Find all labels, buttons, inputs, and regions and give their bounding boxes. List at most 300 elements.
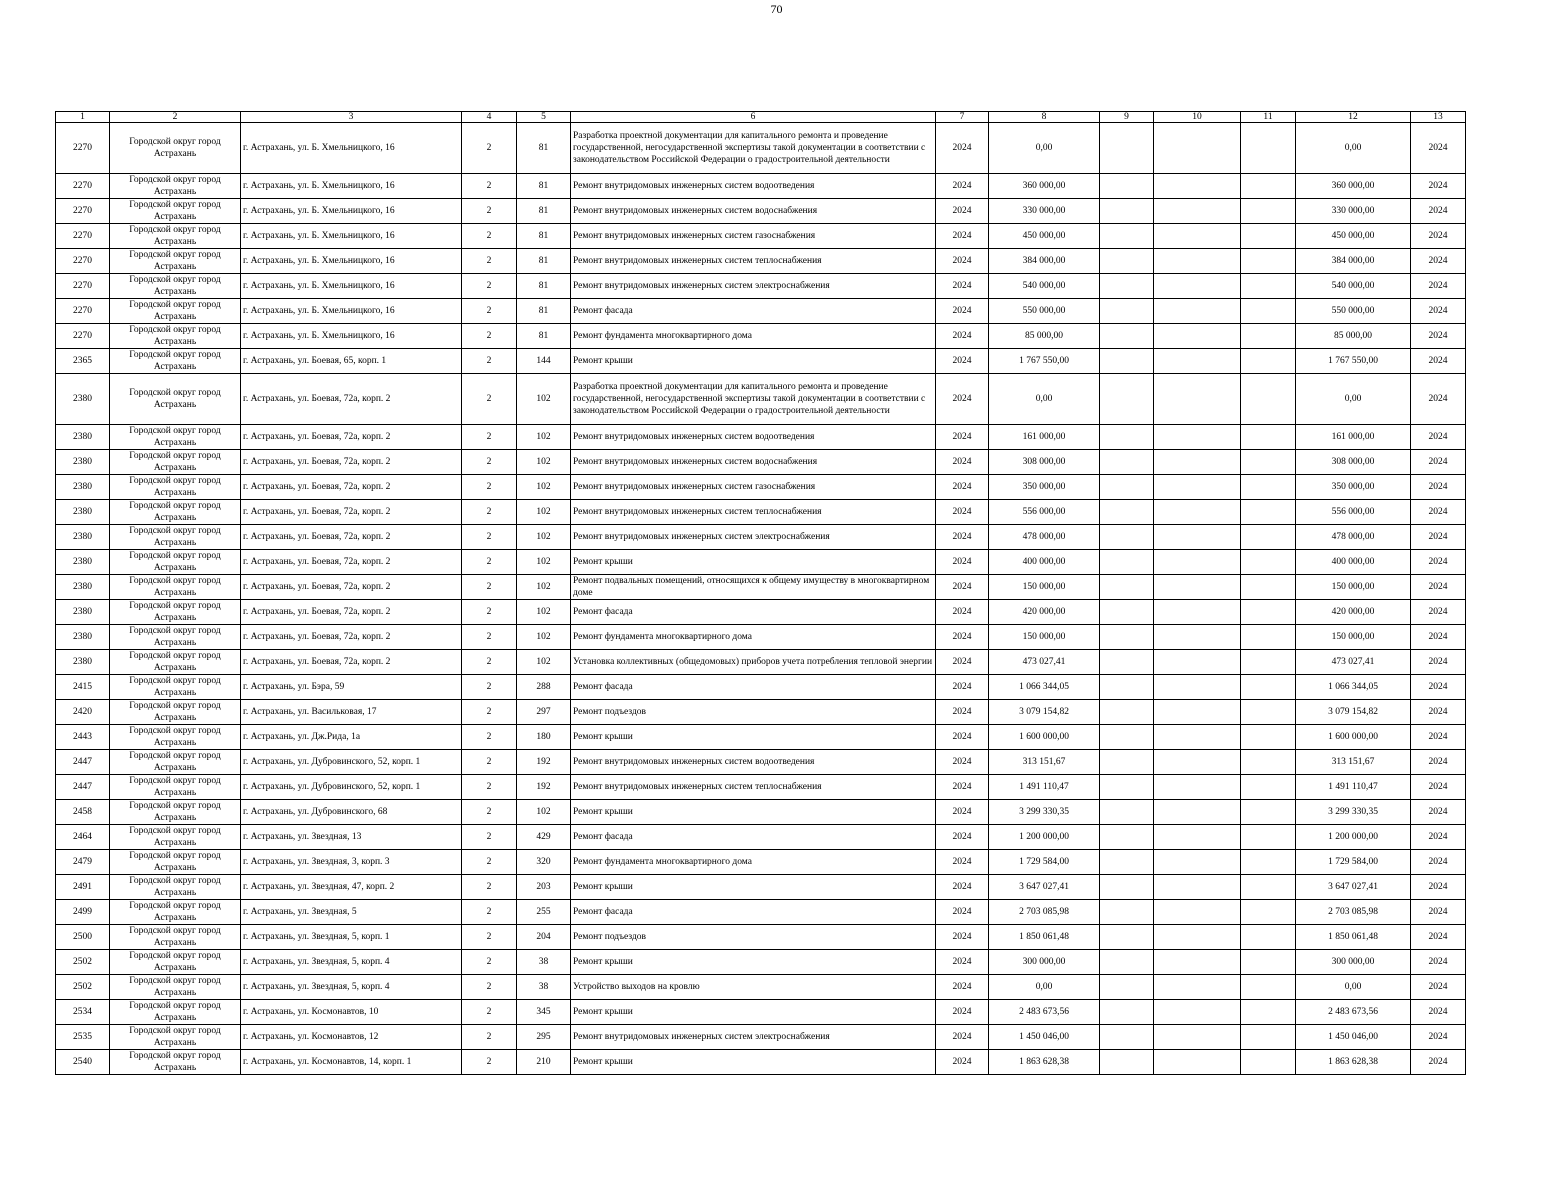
cell-record-id: 2499: [56, 900, 110, 925]
cell-col-9: [1100, 925, 1154, 950]
cell-col-10: [1154, 600, 1241, 625]
cell-municipality: Городской округ город Астрахань: [110, 1025, 241, 1050]
cell-col-11: [1241, 274, 1296, 299]
cell-col-9: [1100, 625, 1154, 650]
cell-address: г. Астрахань, ул. Б. Хмельницкого, 16: [241, 324, 462, 349]
cell-completion-year: 2024: [1411, 850, 1466, 875]
table-row: [56, 675, 1466, 700]
cell-total-cost: 478 000,00: [1296, 525, 1411, 550]
cell-work-type: Ремонт внутридомовых инженерных систем водоотведения: [571, 174, 936, 199]
cell-total-cost: 400 000,00: [1296, 550, 1411, 575]
cell-completion-year: 2024: [1411, 775, 1466, 800]
cell-completion-year: 2024: [1411, 349, 1466, 374]
cell-apartments: 102: [517, 550, 571, 575]
cell-cost: 308 000,00: [989, 450, 1100, 475]
cell-apartments: 81: [517, 274, 571, 299]
cell-apartments: 81: [517, 324, 571, 349]
cell-year: 2024: [936, 1000, 989, 1025]
cell-year: 2024: [936, 800, 989, 825]
cell-col-9: [1100, 950, 1154, 975]
cell-cost: 300 000,00: [989, 950, 1100, 975]
column-number: 6: [571, 112, 936, 123]
cell-completion-year: 2024: [1411, 174, 1466, 199]
cell-completion-year: 2024: [1411, 675, 1466, 700]
cell-address: г. Астрахань, ул. Боевая, 72а, корп. 2: [241, 475, 462, 500]
cell-total-cost: 450 000,00: [1296, 224, 1411, 249]
cell-address: г. Астрахань, ул. Боевая, 72а, корп. 2: [241, 575, 462, 600]
cell-work-type: Ремонт внутридомовых инженерных систем газоснабжения: [571, 475, 936, 500]
cell-col-11: [1241, 475, 1296, 500]
cell-address: г. Астрахань, ул. Боевая, 72а, корп. 2: [241, 500, 462, 525]
cell-cost: 1 066 344,05: [989, 675, 1100, 700]
cell-municipality: Городской округ город Астрахань: [110, 875, 241, 900]
cell-cost: 556 000,00: [989, 500, 1100, 525]
table-row: [56, 274, 1466, 299]
cell-cost: 350 000,00: [989, 475, 1100, 500]
cell-col-11: [1241, 500, 1296, 525]
cell-municipality: Городской округ город Астрахань: [110, 800, 241, 825]
cell-cost: 313 151,67: [989, 750, 1100, 775]
cell-col-10: [1154, 249, 1241, 274]
cell-col-11: [1241, 1050, 1296, 1075]
cell-municipality: Городской округ город Астрахань: [110, 925, 241, 950]
cell-address: г. Астрахань, ул. Б. Хмельницкого, 16: [241, 299, 462, 324]
cell-total-cost: 1 863 628,38: [1296, 1050, 1411, 1075]
table-row: [56, 600, 1466, 625]
table-row: [56, 775, 1466, 800]
cell-completion-year: 2024: [1411, 525, 1466, 550]
cell-cost: 1 491 110,47: [989, 775, 1100, 800]
cell-col-11: [1241, 450, 1296, 475]
cell-col-4: 2: [462, 224, 517, 249]
cell-col-10: [1154, 775, 1241, 800]
cell-year: 2024: [936, 600, 989, 625]
cell-work-type: Ремонт внутридомовых инженерных систем теплоснабжения: [571, 249, 936, 274]
column-number: 12: [1296, 112, 1411, 123]
column-number: 2: [110, 112, 241, 123]
table-row: [56, 349, 1466, 374]
cell-cost: 540 000,00: [989, 274, 1100, 299]
cell-completion-year: 2024: [1411, 725, 1466, 750]
cell-municipality: Городской округ город Астрахань: [110, 349, 241, 374]
cell-work-type: Установка коллективных (общедомовых) приборов учета потребления тепловой энергии: [571, 650, 936, 675]
cell-municipality: Городской округ город Астрахань: [110, 850, 241, 875]
cell-apartments: 102: [517, 600, 571, 625]
cell-work-type: Устройство выходов на кровлю: [571, 975, 936, 1000]
cell-completion-year: 2024: [1411, 925, 1466, 950]
cell-col-4: 2: [462, 825, 517, 850]
cell-record-id: 2270: [56, 249, 110, 274]
cell-col-4: 2: [462, 675, 517, 700]
cell-apartments: 81: [517, 123, 571, 174]
cell-col-9: [1100, 700, 1154, 725]
cell-cost: 478 000,00: [989, 525, 1100, 550]
cell-col-4: 2: [462, 900, 517, 925]
cell-col-4: 2: [462, 1000, 517, 1025]
cell-address: г. Астрахань, ул. Звездная, 13: [241, 825, 462, 850]
cell-col-9: [1100, 775, 1154, 800]
cell-col-10: [1154, 1025, 1241, 1050]
cell-completion-year: 2024: [1411, 324, 1466, 349]
cell-cost: 420 000,00: [989, 600, 1100, 625]
cell-col-11: [1241, 625, 1296, 650]
cell-col-10: [1154, 825, 1241, 850]
cell-work-type: Ремонт фундамента многоквартирного дома: [571, 850, 936, 875]
table-row: [56, 174, 1466, 199]
cell-apartments: 102: [517, 500, 571, 525]
cell-col-9: [1100, 1050, 1154, 1075]
cell-col-10: [1154, 1000, 1241, 1025]
cell-col-4: 2: [462, 199, 517, 224]
cell-address: г. Астрахань, ул. Боевая, 72а, корп. 2: [241, 650, 462, 675]
cell-record-id: 2380: [56, 425, 110, 450]
cell-record-id: 2502: [56, 950, 110, 975]
cell-col-11: [1241, 123, 1296, 174]
cell-record-id: 2380: [56, 374, 110, 425]
cell-total-cost: 473 027,41: [1296, 650, 1411, 675]
cell-record-id: 2447: [56, 750, 110, 775]
cell-municipality: Городской округ город Астрахань: [110, 324, 241, 349]
cell-col-4: 2: [462, 550, 517, 575]
cell-record-id: 2443: [56, 725, 110, 750]
cell-col-10: [1154, 199, 1241, 224]
cell-record-id: 2270: [56, 174, 110, 199]
cell-year: 2024: [936, 374, 989, 425]
cell-col-10: [1154, 925, 1241, 950]
cell-completion-year: 2024: [1411, 1025, 1466, 1050]
cell-record-id: 2534: [56, 1000, 110, 1025]
cell-completion-year: 2024: [1411, 199, 1466, 224]
cell-apartments: 81: [517, 299, 571, 324]
cell-col-9: [1100, 174, 1154, 199]
table-row: [56, 625, 1466, 650]
column-number: 10: [1154, 112, 1241, 123]
cell-address: г. Астрахань, ул. Боевая, 72а, корп. 2: [241, 450, 462, 475]
cell-col-11: [1241, 600, 1296, 625]
cell-cost: 1 767 550,00: [989, 349, 1100, 374]
cell-municipality: Городской округ город Астрахань: [110, 725, 241, 750]
cell-col-11: [1241, 950, 1296, 975]
cell-address: г. Астрахань, ул. Б. Хмельницкого, 16: [241, 199, 462, 224]
cell-apartments: 297: [517, 700, 571, 725]
cell-total-cost: 150 000,00: [1296, 625, 1411, 650]
cell-cost: 150 000,00: [989, 625, 1100, 650]
cell-total-cost: 3 299 330,35: [1296, 800, 1411, 825]
cell-completion-year: 2024: [1411, 450, 1466, 475]
cell-address: г. Астрахань, ул. Дж.Рида, 1а: [241, 725, 462, 750]
cell-record-id: 2502: [56, 975, 110, 1000]
cell-col-9: [1100, 850, 1154, 875]
cell-year: 2024: [936, 425, 989, 450]
cell-year: 2024: [936, 324, 989, 349]
cell-apartments: 38: [517, 975, 571, 1000]
cell-col-4: 2: [462, 975, 517, 1000]
table-row: [56, 650, 1466, 675]
cell-cost: 3 079 154,82: [989, 700, 1100, 725]
cell-col-4: 2: [462, 324, 517, 349]
cell-col-9: [1100, 725, 1154, 750]
cell-work-type: Ремонт крыши: [571, 1000, 936, 1025]
cell-year: 2024: [936, 850, 989, 875]
cell-municipality: Городской округ город Астрахань: [110, 450, 241, 475]
cell-municipality: Городской округ город Астрахань: [110, 174, 241, 199]
cell-cost: 85 000,00: [989, 324, 1100, 349]
cell-col-9: [1100, 650, 1154, 675]
cell-completion-year: 2024: [1411, 875, 1466, 900]
table-row: [56, 800, 1466, 825]
cell-cost: 384 000,00: [989, 249, 1100, 274]
cell-total-cost: 360 000,00: [1296, 174, 1411, 199]
cell-total-cost: 0,00: [1296, 123, 1411, 174]
cell-apartments: 429: [517, 825, 571, 850]
cell-work-type: Ремонт внутридомовых инженерных систем электроснабжения: [571, 274, 936, 299]
cell-year: 2024: [936, 625, 989, 650]
cell-total-cost: 420 000,00: [1296, 600, 1411, 625]
cell-col-11: [1241, 975, 1296, 1000]
cell-col-11: [1241, 525, 1296, 550]
cell-work-type: Ремонт подъездов: [571, 700, 936, 725]
cell-completion-year: 2024: [1411, 274, 1466, 299]
cell-col-9: [1100, 800, 1154, 825]
cell-work-type: Ремонт фасада: [571, 825, 936, 850]
cell-municipality: Городской округ город Астрахань: [110, 374, 241, 425]
cell-col-4: 2: [462, 123, 517, 174]
cell-address: г. Астрахань, ул. Дубровинского, 52, корп. 1: [241, 775, 462, 800]
cell-col-9: [1100, 199, 1154, 224]
cell-total-cost: 330 000,00: [1296, 199, 1411, 224]
table-row: [56, 975, 1466, 1000]
cell-total-cost: 1 729 584,00: [1296, 850, 1411, 875]
cell-apartments: 180: [517, 725, 571, 750]
cell-address: г. Астрахань, ул. Б. Хмельницкого, 16: [241, 249, 462, 274]
cell-municipality: Городской округ город Астрахань: [110, 1000, 241, 1025]
cell-total-cost: 308 000,00: [1296, 450, 1411, 475]
cell-total-cost: 1 850 061,48: [1296, 925, 1411, 950]
cell-col-10: [1154, 425, 1241, 450]
cell-work-type: Ремонт внутридомовых инженерных систем водоотведения: [571, 750, 936, 775]
cell-col-9: [1100, 525, 1154, 550]
cell-total-cost: 313 151,67: [1296, 750, 1411, 775]
cell-year: 2024: [936, 224, 989, 249]
cell-record-id: 2458: [56, 800, 110, 825]
cell-address: г. Астрахань, ул. Звездная, 5, корп. 1: [241, 925, 462, 950]
cell-municipality: Городской округ город Астрахань: [110, 425, 241, 450]
cell-record-id: 2415: [56, 675, 110, 700]
cell-year: 2024: [936, 475, 989, 500]
cell-apartments: 102: [517, 525, 571, 550]
cell-year: 2024: [936, 650, 989, 675]
cell-col-9: [1100, 425, 1154, 450]
cell-col-11: [1241, 825, 1296, 850]
cell-year: 2024: [936, 900, 989, 925]
cell-municipality: Городской округ город Астрахань: [110, 625, 241, 650]
cell-address: г. Астрахань, ул. Космонавтов, 14, корп. 1: [241, 1050, 462, 1075]
table-row: [56, 249, 1466, 274]
cell-year: 2024: [936, 174, 989, 199]
cell-completion-year: 2024: [1411, 1050, 1466, 1075]
cell-cost: 3 299 330,35: [989, 800, 1100, 825]
cell-col-10: [1154, 450, 1241, 475]
cell-col-10: [1154, 800, 1241, 825]
cell-work-type: Разработка проектной документации для капитального ремонта и проведение государственной, негосударственной экспертизы такой документации в соответствии с законодательством Российской Федерации о градостроительной деятельности: [571, 374, 936, 425]
cell-work-type: Ремонт внутридомовых инженерных систем электроснабжения: [571, 1025, 936, 1050]
cell-address: г. Астрахань, ул. Звездная, 5, корп. 4: [241, 975, 462, 1000]
cell-total-cost: 384 000,00: [1296, 249, 1411, 274]
table-row: [56, 550, 1466, 575]
cell-address: г. Астрахань, ул. Боевая, 72а, корп. 2: [241, 600, 462, 625]
cell-municipality: Городской округ город Астрахань: [110, 500, 241, 525]
cell-address: г. Астрахань, ул. Б. Хмельницкого, 16: [241, 174, 462, 199]
cell-year: 2024: [936, 725, 989, 750]
cell-col-10: [1154, 324, 1241, 349]
cell-municipality: Городской округ город Астрахань: [110, 900, 241, 925]
cell-col-9: [1100, 600, 1154, 625]
cell-address: г. Астрахань, ул. Космонавтов, 12: [241, 1025, 462, 1050]
cell-col-11: [1241, 349, 1296, 374]
cell-col-4: 2: [462, 575, 517, 600]
cell-col-10: [1154, 900, 1241, 925]
cell-col-9: [1100, 975, 1154, 1000]
cell-col-10: [1154, 550, 1241, 575]
cell-col-10: [1154, 525, 1241, 550]
cell-municipality: Городской округ город Астрахань: [110, 975, 241, 1000]
cell-address: г. Астрахань, ул. Дубровинского, 52, корп. 1: [241, 750, 462, 775]
cell-col-9: [1100, 675, 1154, 700]
cell-work-type: Ремонт внутридомовых инженерных систем водоотведения: [571, 425, 936, 450]
cell-cost: 1 600 000,00: [989, 725, 1100, 750]
cell-apartments: 102: [517, 450, 571, 475]
table-row: [56, 1000, 1466, 1025]
cell-cost: 450 000,00: [989, 224, 1100, 249]
cell-work-type: Ремонт фасада: [571, 675, 936, 700]
cell-record-id: 2270: [56, 123, 110, 174]
cell-year: 2024: [936, 1025, 989, 1050]
cell-address: г. Астрахань, ул. Звездная, 5, корп. 4: [241, 950, 462, 975]
cell-col-11: [1241, 550, 1296, 575]
cell-total-cost: 350 000,00: [1296, 475, 1411, 500]
column-number: 11: [1241, 112, 1296, 123]
cell-record-id: 2491: [56, 875, 110, 900]
cell-work-type: Ремонт фундамента многоквартирного дома: [571, 625, 936, 650]
cell-record-id: 2540: [56, 1050, 110, 1075]
cell-col-4: 2: [462, 500, 517, 525]
cell-col-11: [1241, 800, 1296, 825]
cell-record-id: 2270: [56, 299, 110, 324]
cell-total-cost: 0,00: [1296, 975, 1411, 1000]
cell-apartments: 81: [517, 174, 571, 199]
column-number-row: [56, 112, 1466, 123]
cell-col-11: [1241, 174, 1296, 199]
table-row: [56, 1050, 1466, 1075]
cell-work-type: Ремонт внутридомовых инженерных систем водоснабжения: [571, 450, 936, 475]
cell-apartments: 102: [517, 650, 571, 675]
cell-col-11: [1241, 249, 1296, 274]
cell-col-10: [1154, 725, 1241, 750]
cell-col-9: [1100, 1000, 1154, 1025]
cell-total-cost: 1 450 046,00: [1296, 1025, 1411, 1050]
cell-col-10: [1154, 625, 1241, 650]
cell-municipality: Городской округ город Астрахань: [110, 274, 241, 299]
cell-completion-year: 2024: [1411, 575, 1466, 600]
cell-col-10: [1154, 950, 1241, 975]
cell-col-10: [1154, 374, 1241, 425]
cell-municipality: Городской округ город Астрахань: [110, 825, 241, 850]
cell-total-cost: 1 066 344,05: [1296, 675, 1411, 700]
cell-record-id: 2535: [56, 1025, 110, 1050]
table-row: [56, 875, 1466, 900]
cell-work-type: Ремонт подвальных помещений, относящихся к общему имуществу в многоквартирном доме: [571, 575, 936, 600]
column-number: 8: [989, 112, 1100, 123]
cell-cost: 473 027,41: [989, 650, 1100, 675]
cell-col-11: [1241, 700, 1296, 725]
table-row: [56, 725, 1466, 750]
cell-cost: 1 863 628,38: [989, 1050, 1100, 1075]
cell-year: 2024: [936, 825, 989, 850]
cell-col-10: [1154, 575, 1241, 600]
table-row: [56, 950, 1466, 975]
cell-col-11: [1241, 324, 1296, 349]
table-row: [56, 475, 1466, 500]
cell-col-4: 2: [462, 750, 517, 775]
cell-col-4: 2: [462, 1025, 517, 1050]
cell-col-11: [1241, 750, 1296, 775]
cell-address: г. Астрахань, ул. Бэра, 59: [241, 675, 462, 700]
cell-col-11: [1241, 725, 1296, 750]
cell-year: 2024: [936, 450, 989, 475]
table-row: [56, 450, 1466, 475]
cell-record-id: 2380: [56, 525, 110, 550]
column-number: 3: [241, 112, 462, 123]
cell-col-9: [1100, 475, 1154, 500]
cell-cost: 1 200 000,00: [989, 825, 1100, 850]
cell-col-9: [1100, 900, 1154, 925]
cell-apartments: 345: [517, 1000, 571, 1025]
cell-col-4: 2: [462, 249, 517, 274]
cell-col-4: 2: [462, 650, 517, 675]
table-row: [56, 575, 1466, 600]
cell-record-id: 2270: [56, 324, 110, 349]
cell-apartments: 102: [517, 625, 571, 650]
cell-col-9: [1100, 1025, 1154, 1050]
cell-col-9: [1100, 875, 1154, 900]
cell-total-cost: 161 000,00: [1296, 425, 1411, 450]
cell-col-4: 2: [462, 274, 517, 299]
cell-year: 2024: [936, 775, 989, 800]
cell-work-type: Ремонт крыши: [571, 800, 936, 825]
cell-municipality: Городской округ город Астрахань: [110, 199, 241, 224]
table-row: [56, 299, 1466, 324]
cell-col-11: [1241, 925, 1296, 950]
cell-col-11: [1241, 1000, 1296, 1025]
cell-record-id: 2380: [56, 475, 110, 500]
cell-col-9: [1100, 500, 1154, 525]
cell-cost: 550 000,00: [989, 299, 1100, 324]
cell-col-9: [1100, 825, 1154, 850]
cell-completion-year: 2024: [1411, 750, 1466, 775]
cell-year: 2024: [936, 299, 989, 324]
cell-apartments: 192: [517, 750, 571, 775]
cell-col-10: [1154, 500, 1241, 525]
cell-municipality: Городской округ город Астрахань: [110, 700, 241, 725]
cell-col-10: [1154, 675, 1241, 700]
cell-apartments: 192: [517, 775, 571, 800]
cell-col-10: [1154, 650, 1241, 675]
cell-completion-year: 2024: [1411, 600, 1466, 625]
cell-municipality: Городской округ город Астрахань: [110, 600, 241, 625]
column-number: 5: [517, 112, 571, 123]
cell-record-id: 2420: [56, 700, 110, 725]
cell-cost: 0,00: [989, 374, 1100, 425]
